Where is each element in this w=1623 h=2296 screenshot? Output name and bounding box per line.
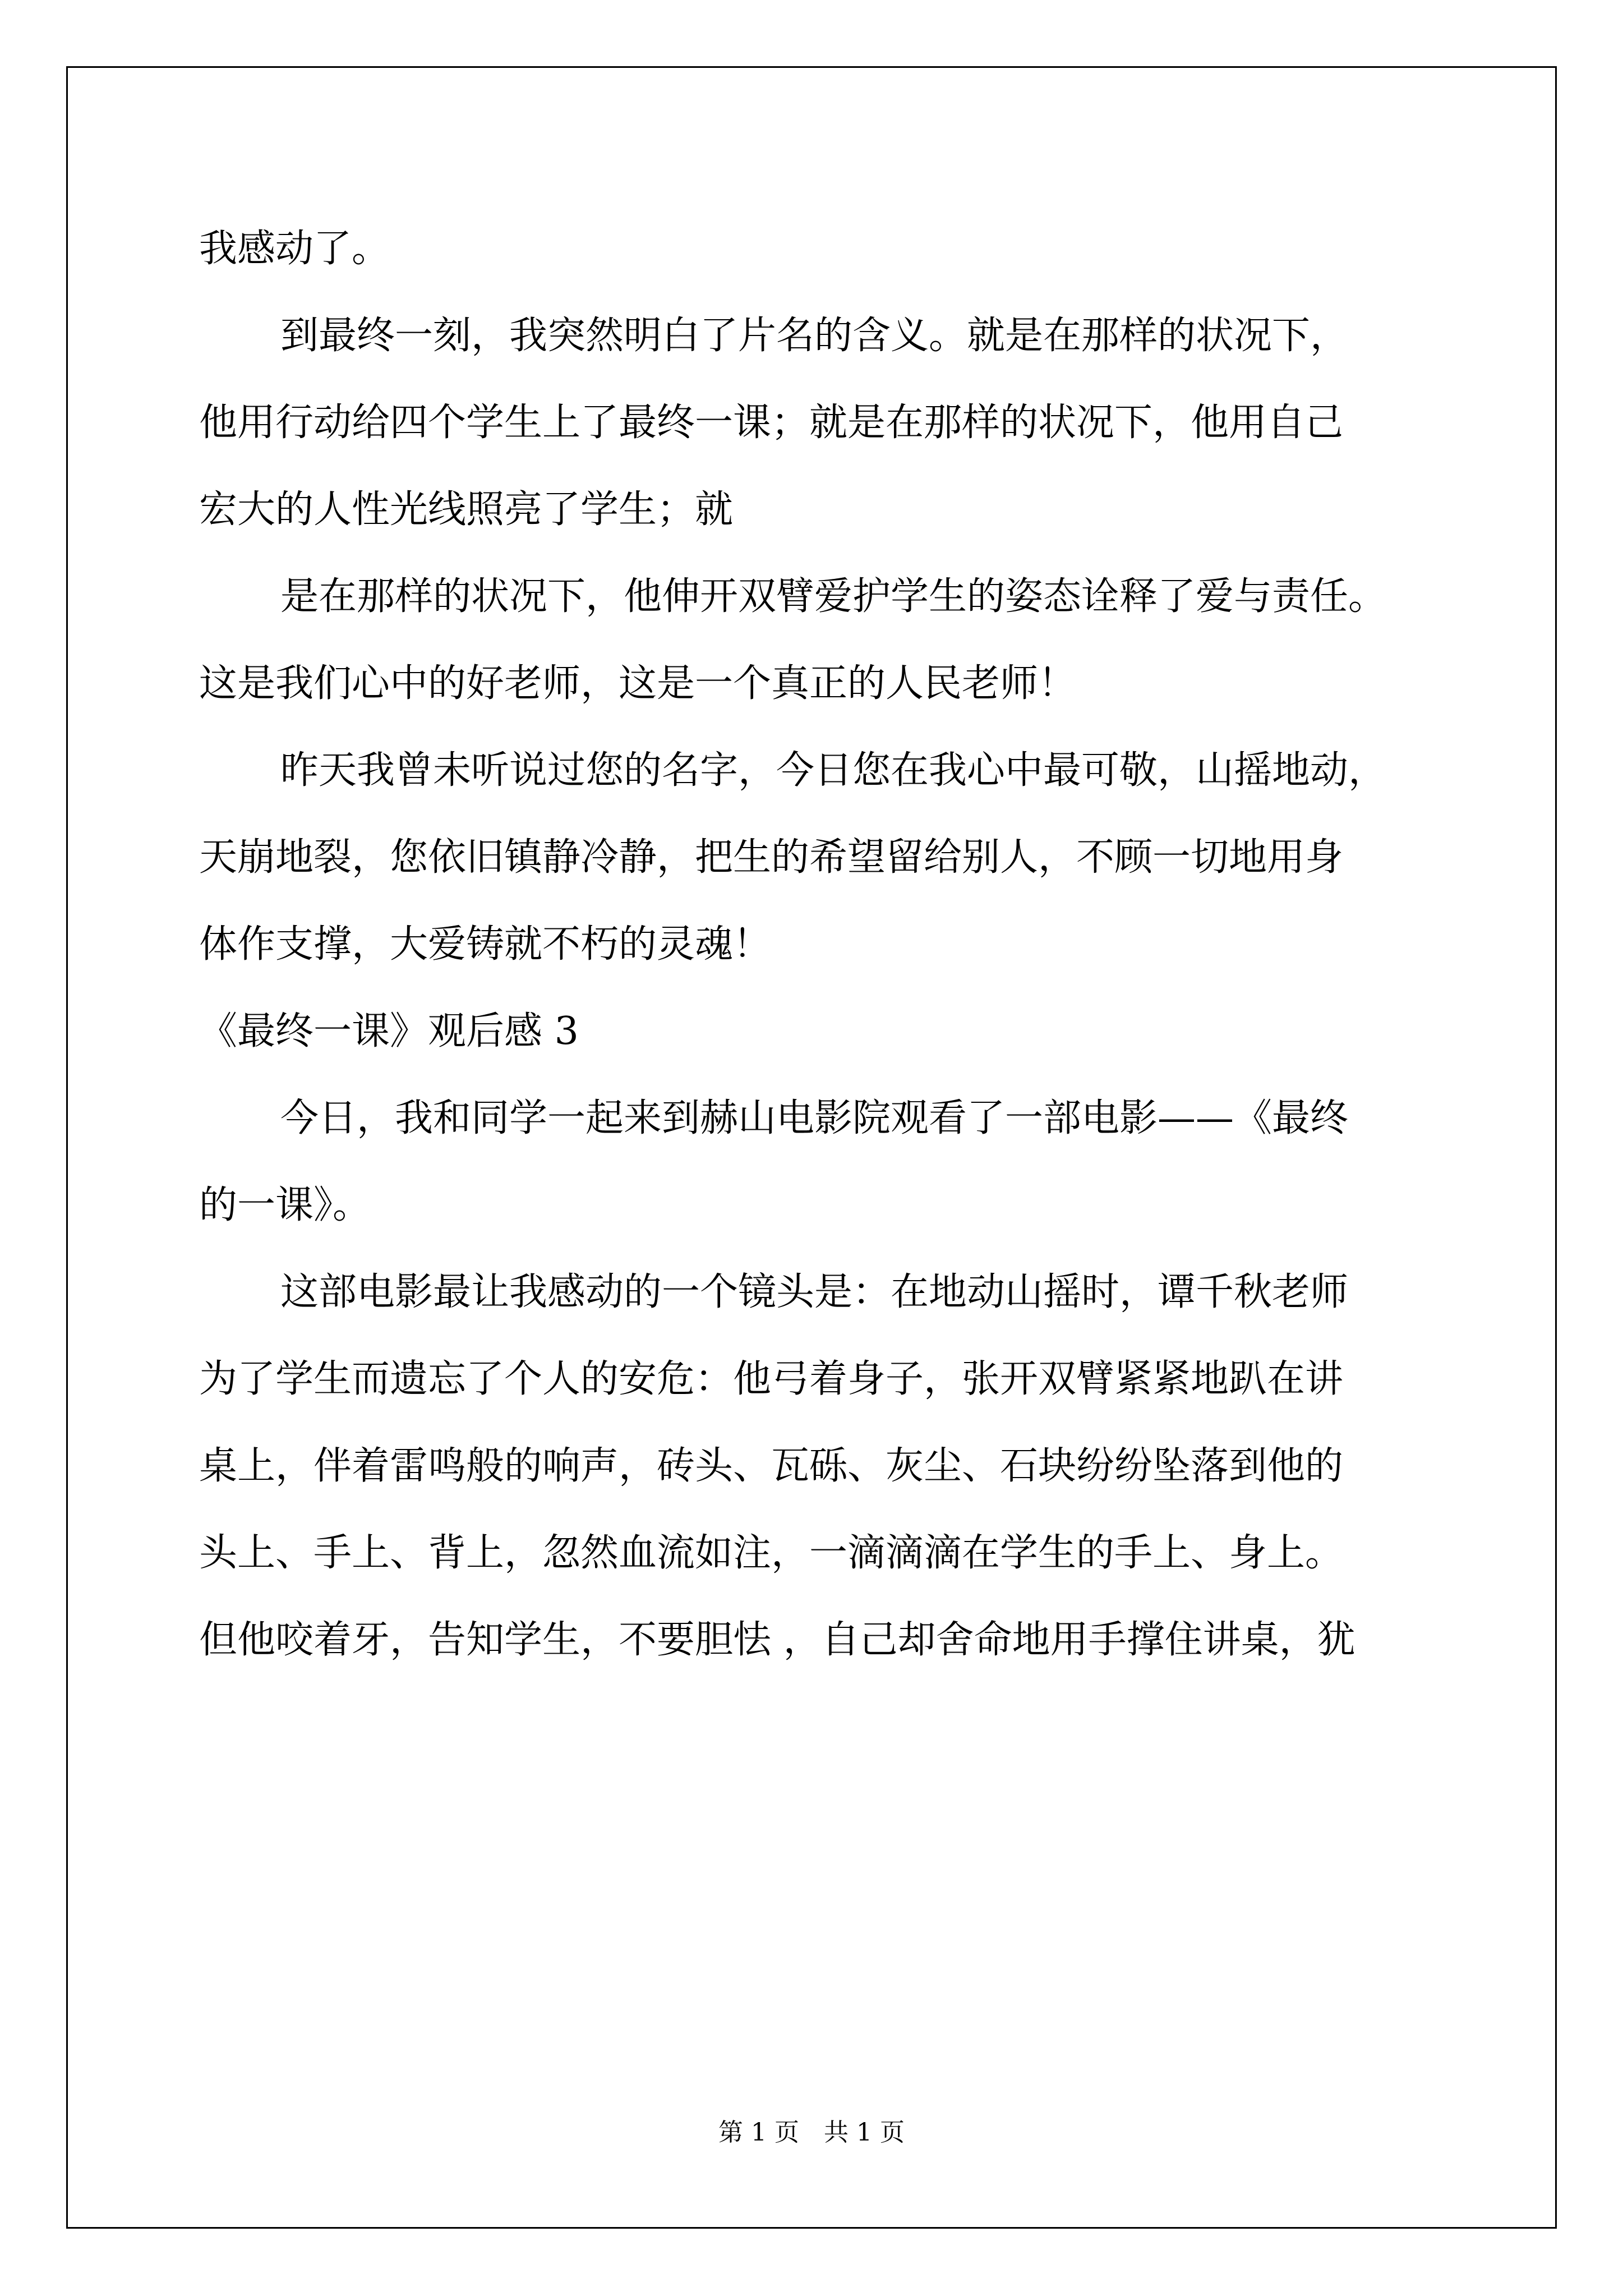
text-line: 这是我们心中的好老师，这是一个真正的人民老师！ <box>199 661 1077 706</box>
text-line: 但他咬着牙，告知学生，不要胆怯 ，自己却舍命地用手撑住讲桌，犹 <box>199 1618 1355 1662</box>
text-line: 到最终一刻，我突然明白了片名的含义。就是在那样的状况下， <box>280 314 1349 358</box>
text-line: 宏大的人性光线照亮了学生；就 <box>199 487 734 532</box>
text-line: 今日，我和同学一起来到赫山电影院观看了一部电影——《最终 <box>280 1096 1349 1140</box>
text-line: 体作支撑，大爱铸就不朽的灵魂！ <box>199 922 772 967</box>
text-line: 他用行动给四个学生上了最终一课；就是在那样的状况下，他用自己 <box>199 401 1344 445</box>
text-line: 天崩地裂，您依旧镇静冷静，把生的希望留给别人，不顾一切地用身 <box>199 835 1344 880</box>
text-line: 头上、手上、背上，忽然血流如注，一滴滴滴在学生的手上、身上。 <box>199 1531 1344 1575</box>
text-line: 昨天我曾未听说过您的名字，今日您在我心中最可敬，山摇地动， <box>280 748 1387 793</box>
text-line: 为了学生而遗忘了个人的安危：他弓着身子，张开双臂紧紧地趴在讲 <box>199 1357 1344 1401</box>
text-line: 桌上，伴着雷鸣般的响声，砖头、瓦砾、灰尘、石块纷纷坠落到他的 <box>199 1444 1344 1488</box>
section-heading: 《最终一课》观后感 3 <box>199 1009 579 1053</box>
text-line: 这部电影最让我感动的一个镜头是：在地动山摇时，谭千秋老师 <box>280 1270 1349 1314</box>
text-line: 是在那样的状况下，他伸开双臂爱护学生的姿态诠释了爱与责任。 <box>280 574 1387 619</box>
page-footer: 第 1 页 共 1 页 <box>718 2118 905 2147</box>
text-line: 我感动了。 <box>199 227 390 271</box>
text-line: 的一课》。 <box>199 1183 371 1227</box>
page-border <box>66 66 1557 2229</box>
